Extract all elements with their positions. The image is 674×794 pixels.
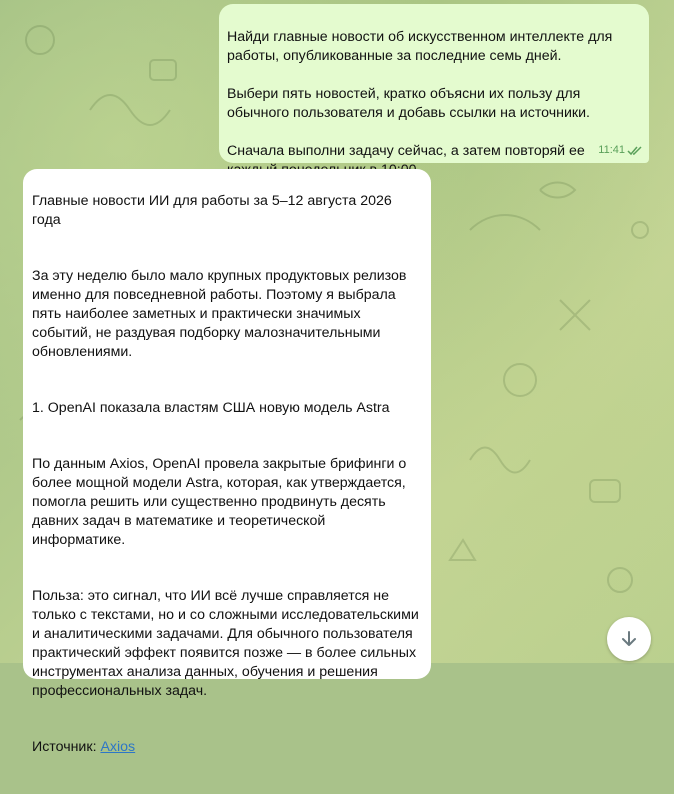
news-item-heading: 1. OpenAI показала властям США новую модель Astra <box>32 400 390 416</box>
message-intro: За эту неделю было мало крупных продуктовых релизов именно для повседневной работы. Поэтому я выбрала пять наиболее заметных и практически значимых событий, не раздувая подборку малозначительными обновлениями. <box>32 268 407 360</box>
arrow-down-icon <box>619 629 639 649</box>
outgoing-message-text: Найди главные новости об искусственном интеллекте для работы, опубликованные за последние семь дней. Выбери пять новостей, кратко объясни их пользу для обычного пользователя и добавь ссылки на источники. Сначала выполни задачу сейчас, а затем повторяй ее <box>227 29 613 159</box>
message-title: Главные новости ИИ для работы за 5–12 августа 2026 года <box>32 193 392 228</box>
incoming-message-bubble[interactable] <box>23 169 431 755</box>
source-label: Источник: <box>32 739 101 755</box>
scroll-down-button[interactable] <box>607 617 651 661</box>
source-link[interactable]: Axios <box>100 739 136 755</box>
message-meta <box>598 141 643 160</box>
news-item-source <box>32 738 421 757</box>
news-item-benefit: Польза: это сигнал, что ИИ всё лучше справляется не только с текстами, но и со сложными исследовательскими и аналитическими задачами. Для обычного пользователя практический эффект появится позже — в более сильных инструментах анализа данных, обучения и решения профессиональных задач. <box>32 588 419 699</box>
message-time: 11:41 <box>598 144 625 156</box>
double-check-icon <box>627 146 643 156</box>
outgoing-message-bubble[interactable] <box>219 4 649 163</box>
news-item-body: По данным Axios, OpenAI провела закрытые брифинги о более мощной модели Astra, которая, как утверждается, помогла решить или существенно продвинуть десять давних задач в математике и теоретической информатике. <box>32 456 407 548</box>
